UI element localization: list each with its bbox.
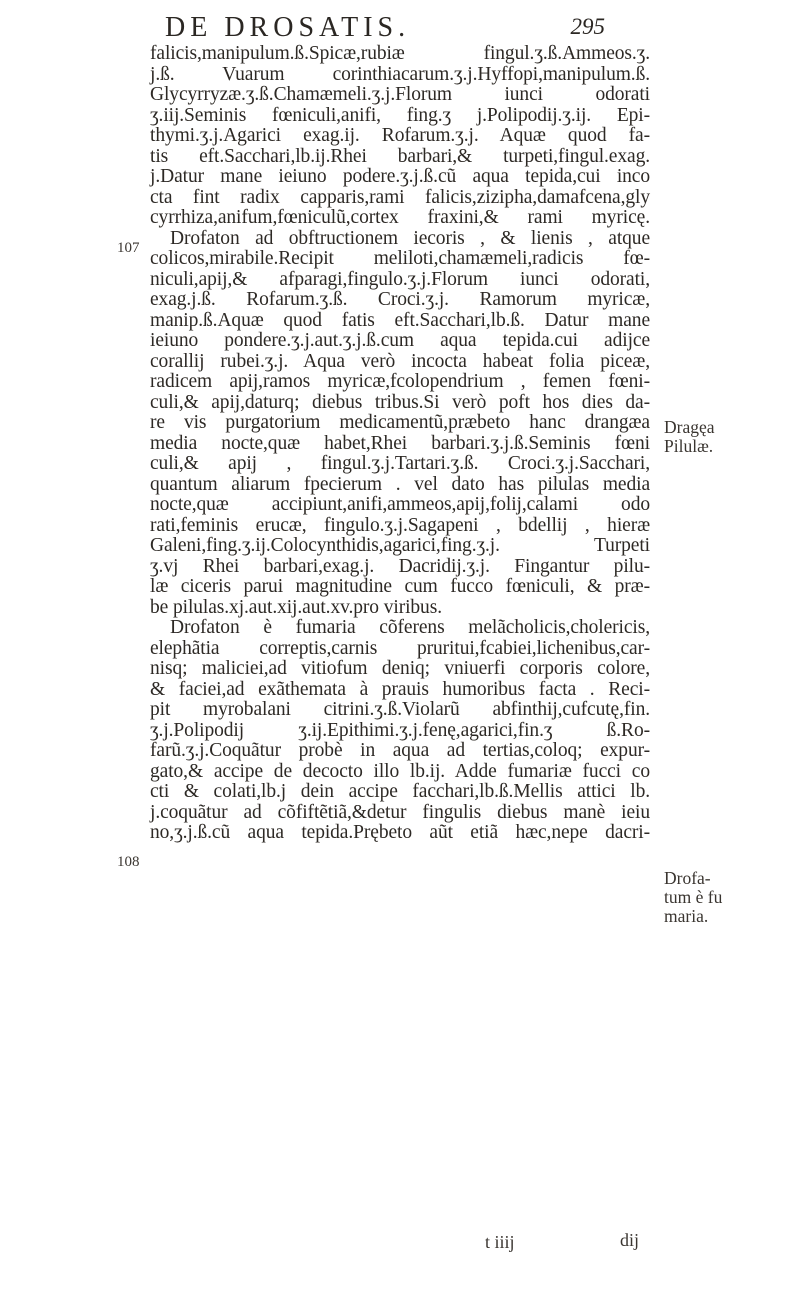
text-line: farũ.ʒ.j.Coquãtur probè in aqua ad tertias,coloq; expur- xyxy=(150,740,650,761)
text-line: niculi,apij,& afparagi,fingulo.ʒ.j.Florum iunci odorati, xyxy=(150,268,650,290)
text-line: manip.ß.Aquæ quod fatis eft.Sacchari,lb.ß. Datur mane xyxy=(150,309,650,331)
text-line: ʒ.j.Polipodij ʒ.ij.Epithimi.ʒ.j.fenę,agarici,fin.ʒ ß.Ro- xyxy=(150,719,650,741)
signature-mark: t iiij xyxy=(485,1232,515,1252)
text-line: ʒ.vj Rhei barbari,exag.j. Dacridij.ʒ.j. Fingantur pilu- xyxy=(150,555,650,577)
running-head xyxy=(165,8,605,48)
catchword: dij xyxy=(620,1230,640,1250)
text-line: rati,feminis erucæ, fingulo.ʒ.j.Sagapeni , bdellij , hieræ xyxy=(150,514,650,536)
text-line: Drofaton ad obftructionem iecoris , & lienis , atque xyxy=(170,227,650,249)
text-line: quantum aliarum fpecierum . vel dato has pilulas media xyxy=(150,473,650,495)
margin-note-drofatum: Drofa- tum è fu maria. xyxy=(664,868,723,926)
text-line: colicos,mirabile.Recipit meliloti,chamæmeli,radicis fœ- xyxy=(150,248,650,269)
margin-note-dragea: Dragęa Pilulæ. xyxy=(664,417,715,456)
text-line: corallij rubei.ʒ.j. Aqua verò incocta habeat folia piceæ, xyxy=(150,350,650,372)
text-line: Glycyrryzæ.ʒ.ß.Chamæmeli.ʒ.j.Florum iunci odorati xyxy=(150,84,650,105)
margin-number-107: 107 xyxy=(117,240,140,256)
text-line: radicem apij,ramos myricæ,fcolopendrium , femen fœni- xyxy=(150,371,650,392)
text-line: & faciei,ad exãthemata à prauis humoribus facta . Reci- xyxy=(150,678,650,700)
text-line: cyrrhiza,anifum,fœniculũ,cortex fraxini,& rami myricę. xyxy=(150,207,650,228)
text-line: no,ʒ.j.ß.cũ aqua tepida.Prębeto aũt etiã hæc,nepe dacri- xyxy=(150,822,650,843)
text-line: læ ciceris parui magnitudine cum fucco fœniculi, & præ- xyxy=(150,576,650,597)
page-number: 295 xyxy=(570,14,605,39)
text-line: j.ß. Vuarum corinthiacarum.ʒ.j.Hyffopi,manipulum.ß. xyxy=(150,63,650,85)
text-line: culi,& apij , fingul.ʒ.j.Tartari.ʒ.ß. Croci.ʒ.j.Sacchari, xyxy=(150,453,650,474)
text-line: nisq; maliciei,ad vitiofum deniq; vniuerfi corporis colore, xyxy=(150,658,650,679)
text-line: exag.j.ß. Rofarum.ʒ.ß. Croci.ʒ.j. Ramorum myricæ, xyxy=(150,289,650,310)
text-line: j.Datur mane ieiuno podere.ʒ.j.ß.cũ aqua tepida,cui inco xyxy=(150,166,650,187)
text-line: nocte,quæ accipiunt,anifi,ammeos,apij,folij,calami odo xyxy=(150,494,650,515)
text-line: j.coquãtur ad cõfiftẽtiã,&detur fingulis diebus manè ieiu xyxy=(150,801,650,823)
text-line: thymi.ʒ.j.Agarici exag.ij. Rofarum.ʒ.j. Aquæ quod fa- xyxy=(150,125,650,146)
text-line: pit myrobalani citrini.ʒ.ß.Violarũ abfinthij,cufcutę,fin. xyxy=(150,699,650,720)
text-line: elephãtia correptis,carnis pruritui,fcabiei,lichenibus,car- xyxy=(150,637,650,659)
text-line: re vis purgatorium medicamentũ,præbeto hanc drangæa xyxy=(150,412,650,433)
text-line: falicis,manipulum.ß.Spicæ,rubiæ fingul.ʒ.ß.Ammeos.ʒ. xyxy=(150,43,650,64)
text-line: cta fint radix capparis,rami falicis,zizipha,damafcena,gly xyxy=(150,186,650,208)
text-line: Galeni,fing.ʒ.ij.Colocynthidis,agarici,fing.ʒ.j. Turpeti xyxy=(150,535,650,556)
text-line: gato,& accipe de decocto illo lb.ij. Adde fumariæ fucci co xyxy=(150,760,650,782)
margin-number-108: 108 xyxy=(117,854,140,870)
text-line: Drofaton è fumaria cõferens melãcholicis,cholericis, xyxy=(170,617,650,638)
running-title: DE DROSATIS. xyxy=(165,12,411,43)
text-line: ieiuno pondere.ʒ.j.aut.ʒ.j.ß.cum aqua tepida.cui adijce xyxy=(150,330,650,351)
text-line: ʒ.iij.Seminis fœniculi,anifi, fing.ʒ j.Polipodij.ʒ.ij. Epi- xyxy=(150,104,650,126)
text-line: cti & colati,lb.j dein accipe facchari,lb.ß.Mellis attici lb. xyxy=(150,781,650,802)
text-line: culi,& apij,daturq; diebus tribus.Si verò poft hos dies da- xyxy=(150,391,650,413)
body-text xyxy=(150,44,650,844)
text-line: tis eft.Sacchari,lb.ij.Rhei barbari,& turpeti,fingul.exag. xyxy=(150,145,650,167)
text-line: media nocte,quæ habet,Rhei barbari.ʒ.j.ß.Seminis fœni xyxy=(150,432,650,454)
text-line: be pilulas.xj.aut.xij.aut.xv.pro viribus. xyxy=(150,596,442,618)
